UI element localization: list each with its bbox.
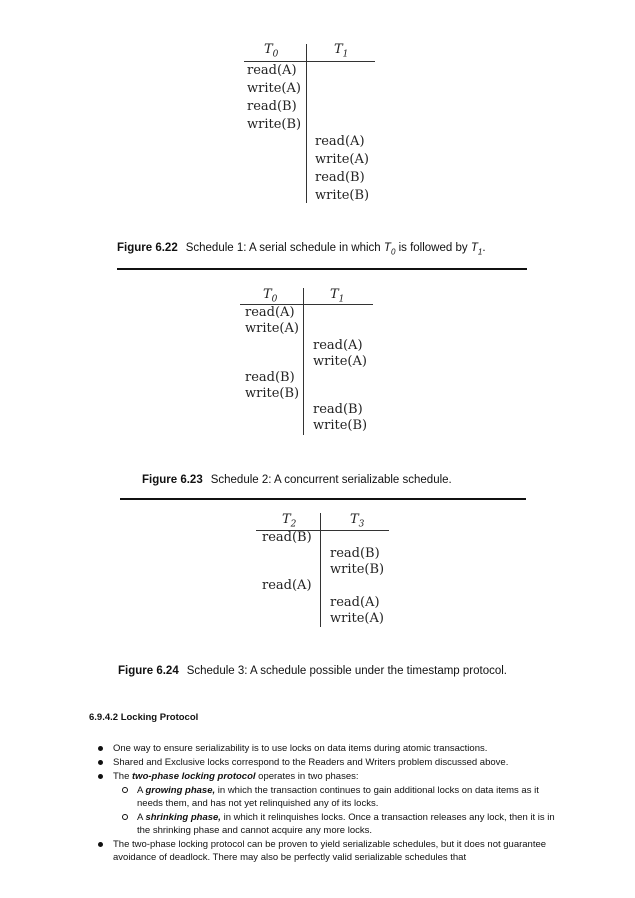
- bullet-list: [89, 742, 559, 865]
- schedule-2-t1-op: write(A): [313, 354, 367, 369]
- circle-bullet-icon: [122, 814, 128, 820]
- schedule-2-t0-op: read(A): [245, 305, 295, 320]
- list-item: One way to ensure serializability is to use locks on data items during atomic transactions.: [89, 742, 559, 755]
- list-item: Shared and Exclusive locks correspond to the Readers and Writers problem discussed above.: [89, 756, 559, 769]
- schedule-1-t0-op: read(B): [247, 99, 297, 114]
- figure-divider: [117, 268, 527, 270]
- schedule-3-t3-op: write(A): [330, 611, 384, 626]
- schedule-3-t2-op: read(A): [262, 578, 312, 593]
- schedule-1-header-t0: $T_0$: [264, 42, 279, 60]
- schedule-2-t0-op: write(B): [245, 386, 300, 401]
- schedule-2-t1-op: read(A): [313, 338, 363, 353]
- schedule-1-t1-op: write(A): [315, 152, 369, 167]
- schedule-2-t0-op: write(A): [245, 321, 299, 336]
- schedule-1-t0-op: write(A): [247, 81, 301, 96]
- bullet-icon: [98, 842, 103, 847]
- schedule-3-t3-op: read(B): [330, 546, 380, 561]
- sub-list-item: A growing phase, in which the transaction continues to gain additional locks on data items as it needs them, and has not yet relinquished any of its locks.: [89, 784, 559, 810]
- schedule-2-column-divider: [303, 288, 304, 435]
- bullet-icon: [98, 746, 103, 751]
- circle-bullet-icon: [122, 787, 128, 793]
- schedule-1-t1-op: write(B): [315, 188, 370, 203]
- schedule-2-t0-op: read(B): [245, 370, 295, 385]
- schedule-1-t1-op: read(B): [315, 170, 365, 185]
- sub-list-item: A shrinking phase, in which it relinquishes locks. Once a transaction releases any lock, then it is in the shrinking phase and cannot acquire any more locks.: [89, 811, 559, 837]
- schedule-3-t3-op: read(A): [330, 595, 380, 610]
- schedule-2-header-t0: $T_0$: [263, 287, 278, 305]
- list-item: The two-phase locking protocol operates in two phases:: [89, 770, 559, 783]
- schedule-1-t0-op: write(B): [247, 117, 302, 132]
- schedule-3-header-t3: $T_3$: [350, 512, 365, 530]
- bullet-icon: [98, 760, 103, 765]
- schedule-1-header-rule: [244, 61, 375, 62]
- figure-divider: [120, 498, 526, 500]
- bullet-icon: [98, 774, 103, 779]
- schedule-3-column-divider: [320, 513, 321, 627]
- list-item: The two-phase locking protocol can be proven to yield serializable schedules, but it does not guarantee avoidance of deadlock. There may also be perfectly valid serializable schedules that: [89, 838, 559, 864]
- schedule-1-header-t1: $T_1$: [334, 42, 349, 60]
- figure-6-24-caption: Figure 6.24 Schedule 3: A schedule possible under the timestamp protocol.: [118, 665, 508, 677]
- schedule-2-header-t1: $T_1$: [330, 287, 345, 305]
- figure-6-23-caption: Figure 6.23 Schedule 2: A concurrent serializable schedule.: [142, 474, 452, 486]
- schedule-2-t1-op: write(B): [313, 418, 368, 433]
- schedule-1-column-divider: [306, 44, 307, 203]
- schedule-3-t3-op: write(B): [330, 562, 385, 577]
- schedule-3-t2-op: read(B): [262, 530, 312, 545]
- section-heading: 6.9.4.2 Locking Protocol: [89, 712, 199, 723]
- schedule-3-header-t2: $T_2$: [282, 512, 297, 530]
- figure-6-22-caption: Figure 6.22 Schedule 1: A serial schedule in which $T_0$ is followed by $T_1$.: [117, 242, 486, 257]
- schedule-1-t1-op: read(A): [315, 134, 365, 149]
- schedule-1-t0-op: read(A): [247, 63, 297, 78]
- schedule-2-t1-op: read(B): [313, 402, 363, 417]
